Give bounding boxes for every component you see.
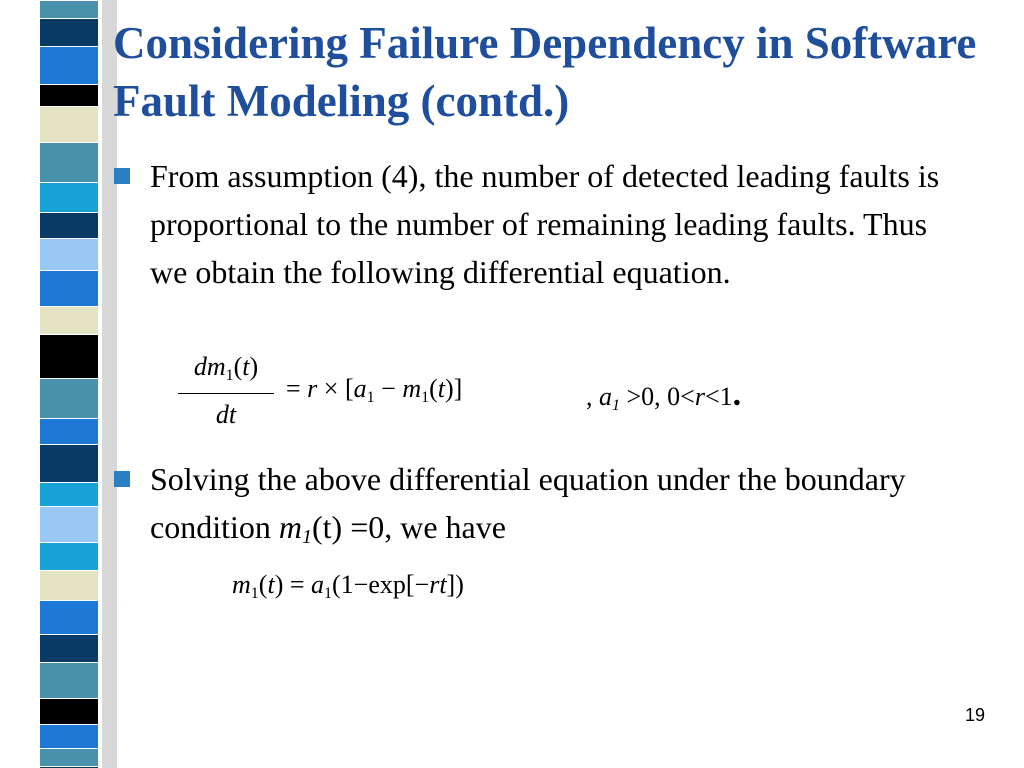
sidebar-stripe [40,306,98,334]
equation1-numerator: $dm_1(t)$ [193,352,259,384]
sidebar-stripe [40,238,98,270]
sidebar-stripe [40,106,98,142]
bullet-2 [150,455,970,561]
sidebar-stripe [40,142,98,182]
sidebar-stripe [40,212,98,238]
bullet-square-icon [114,471,130,487]
bullet-2-var-sub: 1 [301,526,312,548]
equation1-denominator: dt [215,400,237,429]
sidebar-stripe [40,378,98,418]
sidebar-stripe [40,600,98,634]
sidebar-stripe [40,662,98,698]
sidebar-stripe-column [40,0,98,768]
sidebar-stripe [40,542,98,570]
sidebar-stripe [40,634,98,662]
sidebar-stripe [40,46,98,84]
sidebar-stripe [40,0,98,18]
bullet-2-prefix: Solving the above differential equation under the boundary condition [150,461,906,545]
fraction-bar [178,393,274,394]
sidebar-stripe [40,724,98,748]
sidebar-stripe [40,18,98,46]
solution-equation: $m_1(t) = a_1(1-\exp[-rt])$ [232,570,464,602]
sidebar-stripe [40,270,98,306]
sidebar-stripe [40,334,98,378]
sidebar-stripe [40,748,98,766]
bullet-1 [150,152,970,296]
differential-equation [176,352,816,437]
sidebar-stripe [40,444,98,482]
sidebar-stripe [40,570,98,600]
bullet-2-suffix: (t) =0, we have [311,509,506,545]
sidebar-stripe [40,506,98,542]
bullet-1-text: From assumption (4), the number of detected leading faults is proportional to the number of remaining leading faults. Thus we obtain the following differential equation. [150,158,940,290]
page-number: 19 [965,705,986,725]
bullet-square-icon [114,168,130,184]
sidebar-stripe [40,698,98,724]
equation1-rhs: = $r \times [a_1 - m_1(t)]$ [286,374,463,406]
sidebar-stripe [40,482,98,506]
decorative-sidebar [0,0,120,768]
slide-title: Considering Failure Dependency in Software Fault Modeling (contd.) [113,18,977,126]
sidebar-stripe [40,418,98,444]
sidebar-stripe [40,84,98,106]
sidebar-stripe [40,182,98,212]
equation1-condition: , $a_1 >0$, 0<r<1. [586,376,742,414]
bullet-2-var: m [278,509,302,545]
